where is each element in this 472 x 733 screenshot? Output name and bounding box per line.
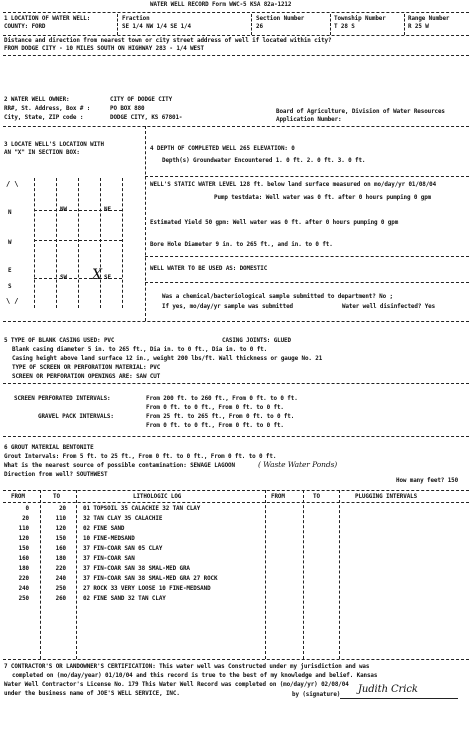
location-label: 1 LOCATION OF WATER WELL: — [4, 16, 91, 22]
header-plugging: PLUGGING INTERVALS — [355, 494, 418, 500]
owner-label: 2 WATER WELL OWNER: — [4, 97, 70, 103]
log-description: 37 FIN-COAR SAN — [83, 556, 135, 562]
grid-line — [122, 178, 123, 308]
direction-from-well: Direction from well? SOUTHWEST — [4, 472, 108, 478]
header-from: FROM — [11, 494, 25, 500]
contamination-source: What is the nearest source of possible contamination: SEWAGE LAGOON — [4, 463, 235, 469]
log-row — [3, 576, 265, 584]
divider — [330, 14, 331, 35]
log-description: 02 FINE SAND 32 TAN CLAY — [83, 596, 166, 602]
log-from: 0 — [25, 506, 29, 512]
grout-material: 6 GROUT MATERIAL BENTONITE — [4, 445, 94, 451]
north-mark: N — [8, 210, 12, 216]
screen-intervals: From 200 ft. to 260 ft., From 0 ft. to 0 ft. — [146, 396, 298, 402]
log-from: 220 — [18, 576, 29, 582]
chemical-sample: Was a chemical/bacteriological sample submitted to department? No ; — [162, 294, 393, 300]
depth-completed: 4 DEPTH OF COMPLETED WELL 265 ELEVATION: 0 — [150, 146, 295, 152]
gravel-pack-intervals: From 25 ft. to 265 ft., From 0 ft. to 0 ft. — [146, 414, 295, 420]
groundwater-depths: Depth(s) Groundwater Encountered 1. 0 ft. 2. 0 ft. 3. 0 ft. — [162, 158, 366, 164]
header-lithologic-log: LITHOLOGIC LOG — [133, 494, 182, 500]
contamination-note: ( Waste Water Ponds) — [258, 460, 338, 469]
log-from: 120 — [18, 536, 29, 542]
divider — [3, 55, 469, 56]
grid-line — [100, 178, 101, 308]
lithologic-log-table — [3, 490, 469, 659]
corner-mark: \ / — [6, 297, 19, 305]
log-row — [3, 506, 265, 514]
log-row — [3, 526, 265, 534]
log-row — [3, 566, 265, 574]
divider — [145, 282, 469, 283]
log-description: 10 FINE-MEDSAND — [83, 536, 135, 542]
log-description: 27 ROCK 33 VERY LOOSE 10 FINE-MEDSAND — [83, 586, 211, 592]
divider — [404, 14, 405, 35]
divider — [3, 12, 469, 13]
bore-hole-diameter: Bore Hole Diameter 9 in. to 265 ft., and in. to 0 ft. — [150, 242, 333, 248]
screen-intervals-2: From 0 ft. to 0 ft., From 0 ft. to 0 ft. — [146, 405, 284, 411]
log-to: 220 — [55, 566, 66, 572]
certification-line-1: 7 CONTRACTOR'S OR LANDOWNER'S CERTIFICATION: This water well was Constructed under my jurisdiction and was — [4, 664, 370, 670]
log-from: 150 — [18, 546, 29, 552]
grid-line — [56, 178, 57, 308]
county-field: COUNTY: FORD — [4, 24, 46, 30]
location-x-mark: X — [92, 267, 102, 283]
log-row — [3, 516, 265, 524]
sample-date: If yes, mo/day/yr sample was submitted — [162, 304, 293, 310]
well-water-use: WELL WATER TO BE USED AS: DOMESTIC — [150, 266, 268, 272]
log-row — [3, 586, 265, 594]
section-field: 26 — [256, 24, 263, 30]
grout-intervals: Grout Intervals: From 5 ft. to 25 ft., From 0 ft. to 0 ft., From 0 ft. to 0 ft. — [4, 454, 277, 460]
log-from: 180 — [18, 566, 29, 572]
header-to: TO — [53, 494, 60, 500]
section-label: Section Number — [256, 16, 305, 22]
divider — [303, 490, 304, 659]
casing-height: Casing height above land surface 12 in., weight 200 lbs/ft. Wall thickness or gauge No. 21 — [12, 356, 323, 362]
log-from: 250 — [18, 596, 29, 602]
how-many-feet: How many feet? 150 — [396, 478, 459, 484]
log-to: 240 — [55, 576, 66, 582]
casing-joints: CASING JOINTS: GLUED — [222, 338, 291, 344]
township-label: Township Number — [334, 16, 386, 22]
log-to: 110 — [55, 516, 66, 522]
log-description: 01 TOPSOIL 35 CALACHIE 32 TAN CLAY — [83, 506, 201, 512]
section-box-label-1: 3 LOCATE WELL'S LOCATION WITH — [4, 142, 104, 148]
estimated-yield: Estimated Yield 50 gpm: Well water was 0 ft. after 0 hours pumping 0 gpm — [150, 220, 399, 226]
signature: Judith Crick — [358, 684, 418, 695]
section-box-label-2: AN "X" IN SECTION BOX: — [4, 150, 80, 156]
divider — [145, 256, 469, 257]
log-row — [3, 596, 265, 604]
certification-line-2: completed on (mo/day/year) 01/10/04 and this record is true to the best of my knowledge and belief. Kansas — [12, 673, 378, 679]
pump-test-data: Pump testdata: Well water was 0 ft. after 0 hours pumping 0 gpm — [214, 195, 432, 201]
divider — [3, 35, 469, 36]
owner-field: CITY OF DODGE CITY — [110, 97, 173, 103]
gravel-pack-label: GRAVEL PACK INTERVALS: — [38, 414, 114, 420]
log-row — [3, 536, 265, 544]
grid-line — [78, 178, 79, 308]
log-to: 160 — [55, 546, 66, 552]
static-water-level: WELL'S STATIC WATER LEVEL 128 ft. below land surface measured on mo/day/yr 01/08/04 — [150, 182, 437, 188]
log-from: 110 — [18, 526, 29, 532]
range-label: Range Number — [408, 16, 450, 22]
casing-type: 5 TYPE OF BLANK CASING USED: PVC — [4, 338, 115, 344]
divider — [145, 176, 469, 177]
log-to: 20 — [59, 506, 66, 512]
signature-line — [340, 698, 458, 699]
quarter-se: SE — [104, 275, 111, 281]
header-to-2: TO — [313, 494, 320, 500]
log-from: 20 — [22, 516, 29, 522]
well-disinfected: Water well disinfected? Yes — [342, 304, 436, 310]
log-description: 02 FINE SAND — [83, 526, 125, 532]
west-mark: W — [8, 240, 12, 246]
corner-mark: / \ — [6, 180, 19, 188]
log-to: 180 — [55, 556, 66, 562]
divider — [3, 502, 469, 503]
section-grid — [6, 168, 138, 316]
certification-line-3: Water Well Contractor's License No. 179 This Water Well Record was completed on (mo/day/yr) 02/08/04 — [4, 682, 349, 688]
divider — [3, 126, 469, 127]
certification-line-4: under the business name of JOE'S WELL SERVICE, INC. — [4, 691, 180, 697]
divider — [117, 14, 118, 35]
address-field: PO BOX 880 — [110, 106, 145, 112]
log-to: 260 — [55, 596, 66, 602]
township-field: T 28 S — [334, 24, 355, 30]
gravel-pack-intervals-2: From 0 ft. to 0 ft., From 0 ft. to 0 ft. — [146, 423, 284, 429]
form-title: WATER WELL RECORD Form WWC-5 KSA 82a-1212 — [150, 2, 292, 8]
city-label: City, State, ZIP code : — [4, 115, 84, 121]
log-description: 37 FIN-COAR SAN 38 SMAL-MED GRA — [83, 566, 190, 572]
divider — [3, 436, 469, 437]
divider — [145, 126, 146, 321]
screen-openings: SCREEN OR PERFORATION OPENINGS ARE: SAW CUT — [12, 374, 161, 380]
log-to: 250 — [55, 586, 66, 592]
log-description: 37 FIN-COAR SAN 38 SMAL-MED GRA 27 ROCK — [83, 576, 218, 582]
divider — [251, 14, 252, 35]
quarter-sw: SW — [60, 275, 67, 281]
log-to: 150 — [55, 536, 66, 542]
divider — [3, 659, 469, 660]
header-from-2: FROM — [271, 494, 285, 500]
divider — [3, 321, 469, 322]
divider — [3, 383, 469, 384]
log-to: 120 — [55, 526, 66, 532]
screen-intervals-label: SCREEN PERFORATED INTERVALS: — [14, 396, 111, 402]
log-row — [3, 546, 265, 554]
application-number: Application Number: — [276, 117, 342, 123]
distance-answer: FROM DODGE CITY - 10 MILES SOUTH ON HIGHWAY 283 - 1/4 WEST — [4, 46, 204, 52]
grid-line — [34, 240, 122, 241]
fraction-label: Fraction — [122, 16, 150, 22]
address-label: RR#, St. Address, Box # : — [4, 106, 91, 112]
log-from: 240 — [18, 586, 29, 592]
signature-label: by (signature) — [292, 692, 341, 698]
distance-question: Distance and direction from nearest town or city street address of well if located within city? — [4, 38, 332, 44]
log-description: 37 FIN-COAR SAN 05 CLAY — [83, 546, 163, 552]
city-field: DODGE CITY, KS 67801- — [110, 115, 183, 121]
quarter-nw: NW — [60, 207, 67, 213]
fraction-field: SE 1/4 NW 1/4 SE 1/4 — [122, 24, 191, 30]
log-from: 160 — [18, 556, 29, 562]
east-mark: E — [8, 268, 12, 274]
range-field: R 25 W — [408, 24, 429, 30]
blank-casing: Blank casing diameter 5 in. to 265 ft., Dia in. to 0 ft., Dia in. to 0 ft. — [12, 347, 268, 353]
screen-material: TYPE OF SCREEN OR PERFORATION MATERIAL: PVC — [12, 365, 161, 371]
south-mark: S — [8, 284, 12, 290]
divider — [265, 490, 266, 659]
divider — [339, 490, 340, 659]
quarter-ne: NE — [104, 207, 111, 213]
grid-line — [34, 178, 35, 308]
log-description: 32 TAN CLAY 35 CALACHIE — [83, 516, 163, 522]
board-text: Board of Agriculture, Division of Water Resources — [276, 109, 445, 115]
log-row — [3, 556, 265, 564]
